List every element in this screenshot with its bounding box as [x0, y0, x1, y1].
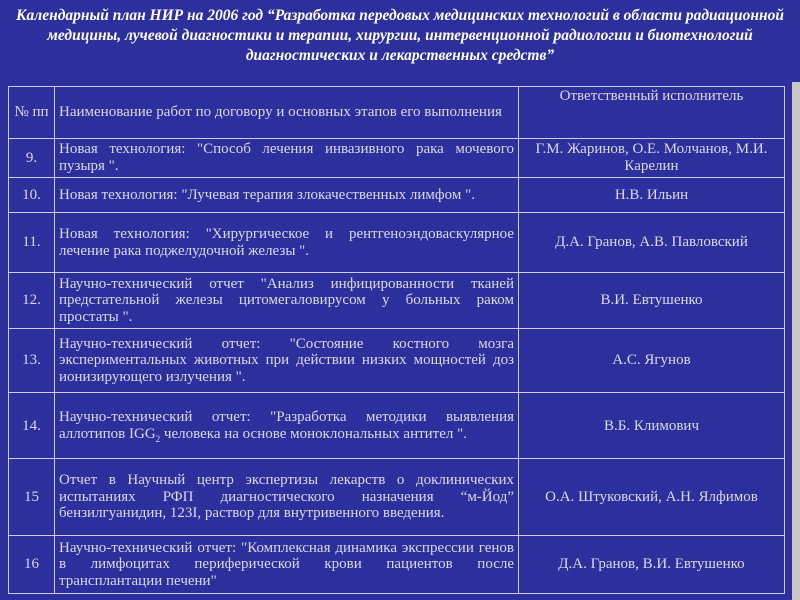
table-row	[9, 213, 785, 273]
page-title: Календарный план НИР на 2006 год “Разработка передовых медицинских технологий в области радиационной медицины, лучевой диагностики и терапии, хирургии, интервенционной радиологии и биотехнологий диагностических и лекарственных средств”	[16, 7, 784, 64]
table-row	[9, 178, 785, 213]
row-work-subscript: 2	[155, 433, 161, 444]
row-num: 10.	[9, 178, 55, 213]
header-resp: Ответственный исполнитель	[519, 87, 785, 139]
row-work: Новая технология: "Способ лечения инвазивного рака мочевого пузыря ".	[55, 138, 519, 177]
table-row	[9, 536, 785, 594]
row-work: Научно-технический отчет "Анализ инфицированности тканей предстательной железы цитомегаловирусом у больных раком простаты ".	[55, 273, 519, 329]
table-row	[9, 393, 785, 459]
schedule-table-container	[8, 86, 784, 594]
row-work: Научно-технический отчет: "Комплексная динамика экспрессии генов в лимфоцитах периферической крови пациентов после трансплантации печени"	[55, 536, 519, 594]
row-num: 12.	[9, 273, 55, 329]
row-work: Новая технология: "Лучевая терапия злокачественных лимфом ".	[55, 178, 519, 213]
row-resp: Д.А. Гранов, А.В. Павловский	[519, 213, 785, 273]
row-work-tail: человека на основе моноклональных антител ".	[160, 425, 468, 442]
row-work	[55, 393, 519, 459]
row-num: 15	[9, 459, 55, 536]
header-num: № пп	[9, 87, 55, 139]
slide-edge-bar	[792, 82, 800, 600]
row-resp: В.И. Евтушенко	[519, 273, 785, 329]
row-work: Научно-технический отчет: "Состояние костного мозга экспериментальных животных при действии низких мощностей доз ионизирующего излучения ".	[55, 329, 519, 393]
row-num: 16	[9, 536, 55, 594]
row-num: 14.	[9, 393, 55, 459]
row-resp: О.А. Штуковский, А.Н. Ялфимов	[519, 459, 785, 536]
row-num: 11.	[9, 213, 55, 273]
row-work: Отчет в Научный центр экспертизы лекарств о доклинических испытаниях РФП диагностического назначения “м-Йод” бензилгуанидин, 123I, раствор для внутривенного введения.	[55, 459, 519, 536]
row-resp: Г.М. Жаринов, О.Е. Молчанов, М.И. Карелин	[519, 138, 785, 177]
row-resp: А.С. Ягунов	[519, 329, 785, 393]
row-work-main: Научно-технический отчет: "Разработка методики выявления аллотипов IGG	[59, 409, 514, 442]
schedule-table	[8, 86, 785, 594]
row-resp: В.Б. Климович	[519, 393, 785, 459]
table-header-row	[9, 87, 785, 139]
row-num: 13.	[9, 329, 55, 393]
row-work: Новая технология: "Хирургическое и рентгеноэндоваскулярное лечение рака поджелудочной железы ".	[55, 213, 519, 273]
row-resp: Н.В. Ильин	[519, 178, 785, 213]
table-row	[9, 273, 785, 329]
header-work: Наименование работ по договору и основных этапов его выполнения	[55, 87, 519, 139]
row-resp: Д.А. Гранов, В.И. Евтушенко	[519, 536, 785, 594]
row-num: 9.	[9, 138, 55, 177]
table-row	[9, 329, 785, 393]
table-row	[9, 459, 785, 536]
table-row	[9, 138, 785, 177]
